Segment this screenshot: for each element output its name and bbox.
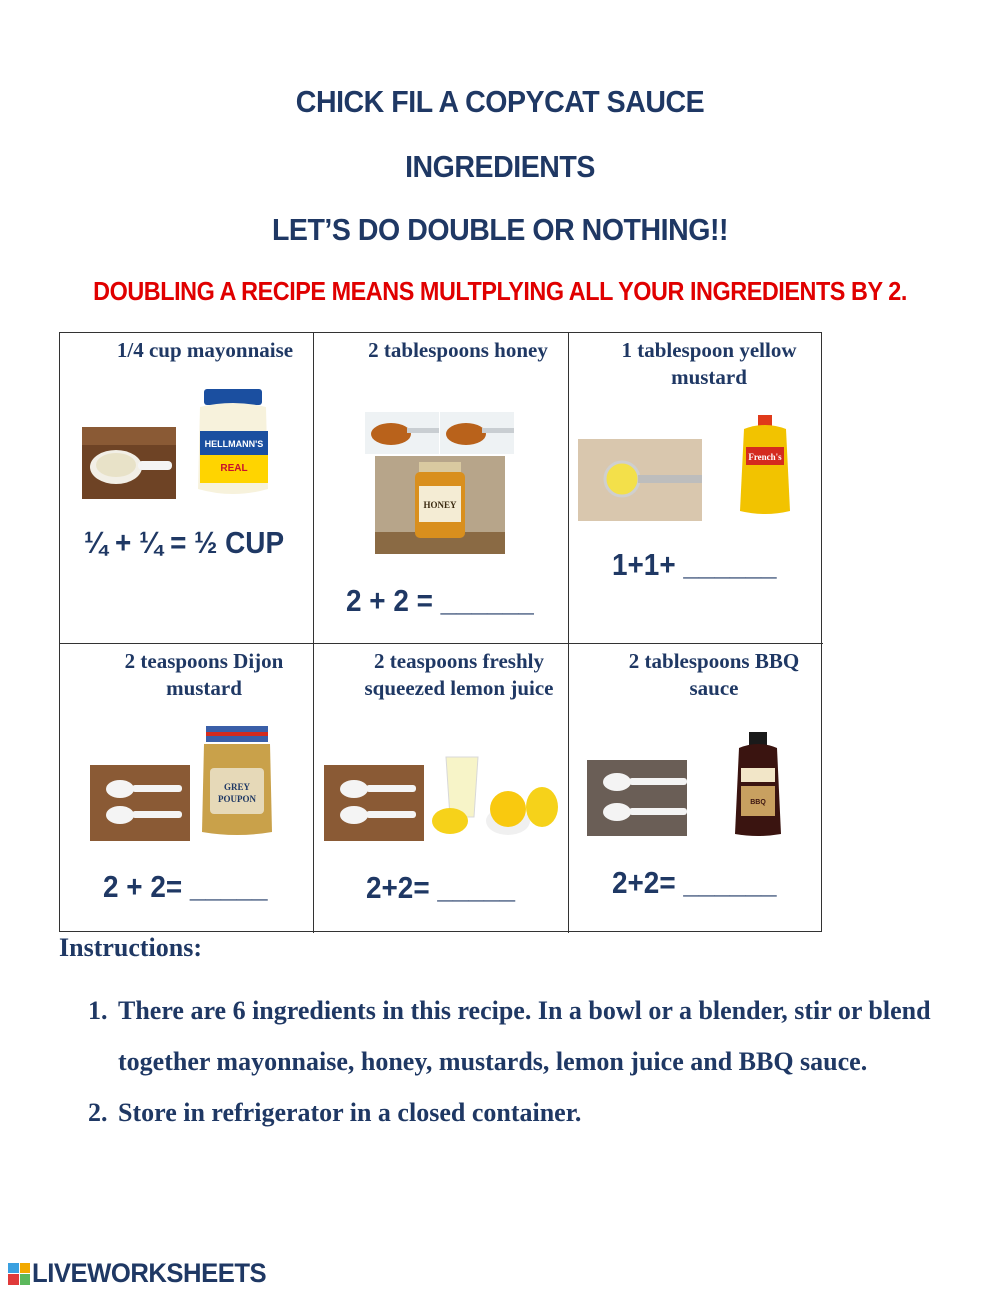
- ingredient-label: 2 teaspoons Dijon mustard: [124, 649, 284, 700]
- step-number: 1.: [88, 996, 108, 1025]
- equation-blank[interactable]: 2+2= ______: [612, 865, 777, 900]
- ingredients-table: [59, 332, 822, 932]
- section-heading-ingredients: INGREDIENTS: [405, 149, 595, 184]
- svg-text:BBQ: BBQ: [750, 799, 766, 806]
- ingredient-label: 2 tablespoons BBQ sauce: [628, 649, 800, 700]
- instruction-step: [88, 1087, 948, 1138]
- svg-text:REAL: REAL: [220, 463, 248, 474]
- honey-spoon-image: [365, 412, 439, 454]
- step-text: Store in refrigerator in a closed container.: [118, 1098, 582, 1127]
- step-text: There are 6 ingredients in this recipe. In a bowl or a blender, stir or blend together mayonnaise, honey, mustards, lemon juice and BBQ sauce.: [118, 996, 931, 1076]
- step-number: 2.: [88, 1098, 108, 1127]
- honey-spoon-image: [440, 412, 514, 454]
- equation-blank[interactable]: 1+1+ ______: [612, 547, 777, 582]
- mayonnaise-jar-image: [178, 385, 288, 501]
- ingredient-cell-honey: [314, 333, 569, 644]
- page-title: CHICK FIL A COPYCAT SAUCE: [295, 84, 705, 119]
- equation-blank[interactable]: 2 + 2= _____: [103, 869, 268, 904]
- instructions-list: [88, 985, 948, 1138]
- svg-text:French's: French's: [748, 452, 782, 462]
- dijon-mustard-jar-image: [192, 724, 282, 840]
- measuring-spoons-image: [90, 765, 190, 841]
- measuring-spoons-image: [587, 760, 687, 836]
- ingredient-cell-bbq-sauce: [569, 644, 823, 933]
- svg-text:HONEY: HONEY: [423, 500, 457, 510]
- ingredient-label: 2 tablespoons honey: [368, 338, 548, 362]
- ingredient-cell-dijon-mustard: [60, 644, 314, 933]
- ingredient-label: 1/4 cup mayonnaise: [116, 338, 294, 362]
- doubling-rule: DOUBLING A RECIPE MEANS MULTPLYING ALL YOUR INGREDIENTS BY 2.: [93, 276, 907, 306]
- ingredient-label: 2 teaspoons freshly squeezed lemon juice: [364, 649, 554, 700]
- equation-answer: ¼ + ¼ = ½ CUP: [84, 525, 285, 560]
- measuring-spoon-image: [578, 439, 702, 521]
- ingredient-cell-mayonnaise: [60, 333, 314, 644]
- measuring-cup-image: [82, 427, 176, 499]
- instructions-heading: Instructions:: [59, 933, 203, 962]
- liveworksheets-logo: [8, 1258, 279, 1289]
- equation-blank[interactable]: 2 + 2 = ______: [346, 583, 534, 618]
- svg-text:GREY: GREY: [223, 782, 251, 792]
- honey-jar-image: [375, 456, 505, 554]
- ingredient-label: 1 tablespoon yellow mustard: [621, 338, 797, 389]
- measuring-spoons-image: [324, 765, 424, 841]
- yellow-mustard-bottle-image: [710, 411, 820, 521]
- ingredient-cell-lemon-juice: [314, 644, 569, 933]
- tagline: LET’S DO DOUBLE OR NOTHING!!: [271, 212, 729, 247]
- equation-blank[interactable]: 2+2= _____: [366, 870, 515, 905]
- bbq-sauce-bottle-image: [715, 728, 801, 840]
- instruction-step: [88, 985, 948, 1087]
- svg-text:HELLMANN'S: HELLMANN'S: [204, 439, 264, 449]
- logo-wordmark: LIVEWORKSHEETS: [32, 1258, 267, 1288]
- lemons-image: [428, 751, 560, 841]
- logo-mark-icon: [8, 1263, 30, 1285]
- svg-text:POUPON: POUPON: [218, 794, 256, 804]
- ingredient-cell-yellow-mustard: [569, 333, 823, 644]
